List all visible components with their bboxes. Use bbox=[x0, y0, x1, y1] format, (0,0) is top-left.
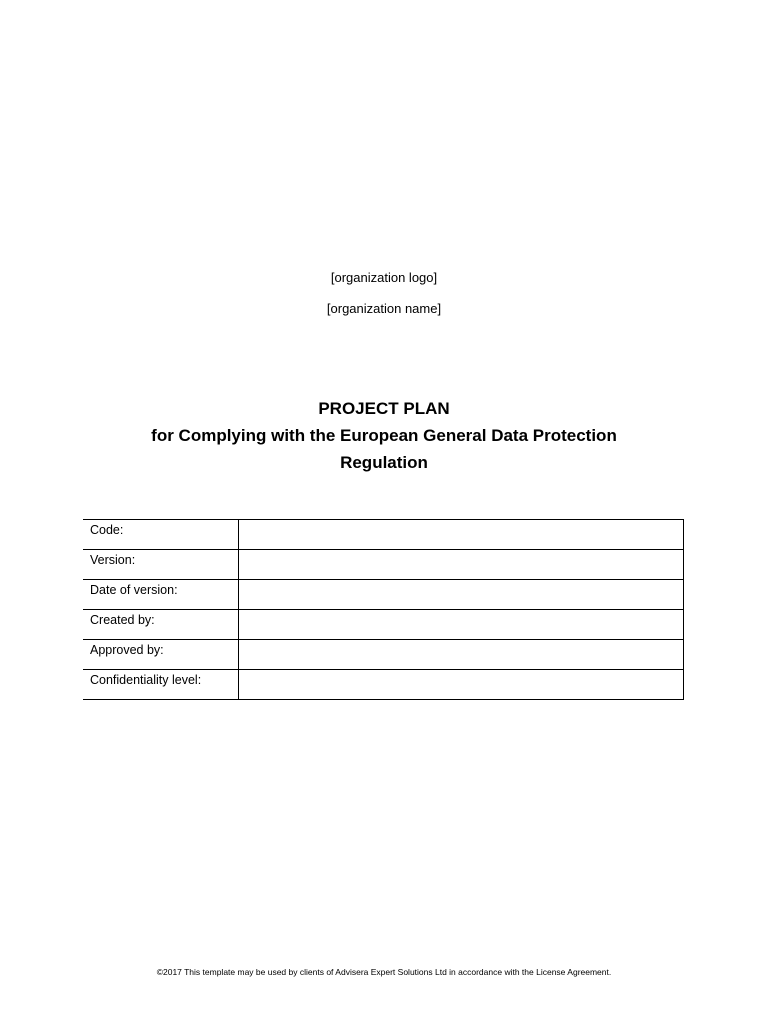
row-value-version[interactable] bbox=[238, 550, 684, 580]
row-label-code: Code: bbox=[83, 520, 238, 550]
row-label-confidentiality-level: Confidentiality level: bbox=[83, 670, 238, 700]
organization-logo-placeholder: [organization logo] bbox=[330, 270, 438, 285]
table-row bbox=[83, 640, 684, 670]
organization-name-placeholder: [organization name] bbox=[326, 301, 442, 316]
table-row bbox=[83, 580, 684, 610]
row-value-confidentiality-level[interactable] bbox=[238, 670, 684, 700]
table-row bbox=[83, 610, 684, 640]
row-value-approved-by[interactable] bbox=[238, 640, 684, 670]
title-line-1: PROJECT PLAN bbox=[318, 399, 450, 418]
table-row bbox=[83, 670, 684, 700]
table-row bbox=[83, 550, 684, 580]
row-value-code[interactable] bbox=[238, 520, 684, 550]
title-line-2: for Complying with the European General Data Protection bbox=[151, 426, 617, 445]
document-title bbox=[100, 395, 668, 476]
row-value-date-of-version[interactable] bbox=[238, 580, 684, 610]
document-metadata-table bbox=[83, 519, 684, 700]
row-label-date-of-version: Date of version: bbox=[83, 580, 238, 610]
row-label-version: Version: bbox=[83, 550, 238, 580]
row-label-approved-by: Approved by: bbox=[83, 640, 238, 670]
footer-copyright: ©2017 This template may be used by clients of Advisera Expert Solutions Ltd in accordance with the License Agreement. bbox=[156, 967, 612, 977]
row-label-created-by: Created by: bbox=[83, 610, 238, 640]
table-row bbox=[83, 520, 684, 550]
row-value-created-by[interactable] bbox=[238, 610, 684, 640]
title-line-3: Regulation bbox=[340, 453, 428, 472]
